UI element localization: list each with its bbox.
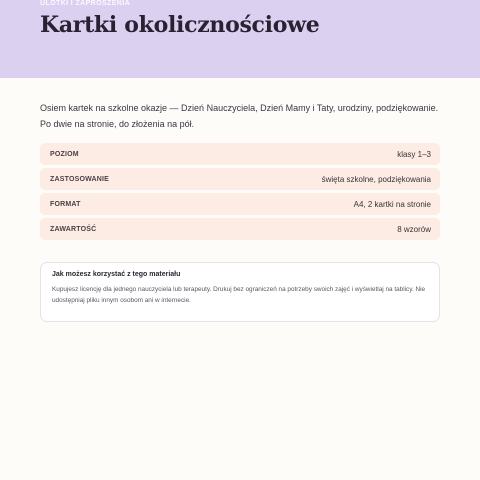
detail-label: POZIOM — [50, 150, 79, 158]
license-title: Jak możesz korzystać z tego materiału — [52, 271, 181, 278]
license-info-box — [40, 262, 440, 322]
detail-row-format — [40, 193, 440, 215]
detail-label: ZAWARTOŚĆ — [50, 225, 97, 233]
detail-value: A4, 2 kartki na stronie — [353, 199, 431, 209]
license-text: Kupujesz licencję dla jednego nauczyciela lub terapeuty. Drukuj bez ograniczeń na potrzeby swoich zajęć i wyświetlaj na tablicy. Nie udostępniaj pliku innym osobom ani w internecie. — [52, 286, 426, 304]
details-list — [40, 143, 440, 243]
detail-row-level — [40, 143, 440, 165]
detail-label: ZASTOSOWANIE — [50, 175, 110, 183]
product-description: Osiem kartek na szkolne okazje — Dzień Nauczyciela, Dzień Mamy i Taty, urodziny, podziękowanie. Po dwie na stronie, do złożenia na pół. — [40, 103, 439, 129]
detail-value: klasy 1–3 — [397, 149, 431, 159]
category-label: ULOTKI I ZAPROSZENIA — [40, 0, 131, 7]
detail-row-usage — [40, 168, 440, 190]
detail-row-contents — [40, 218, 440, 240]
detail-label: FORMAT — [50, 200, 81, 208]
detail-value: 8 wzorów — [397, 224, 431, 234]
header-banner — [0, 0, 480, 78]
detail-value: święta szkolne, podziękowania — [321, 174, 431, 184]
page-title: Kartki okolicznościowe — [40, 12, 320, 38]
